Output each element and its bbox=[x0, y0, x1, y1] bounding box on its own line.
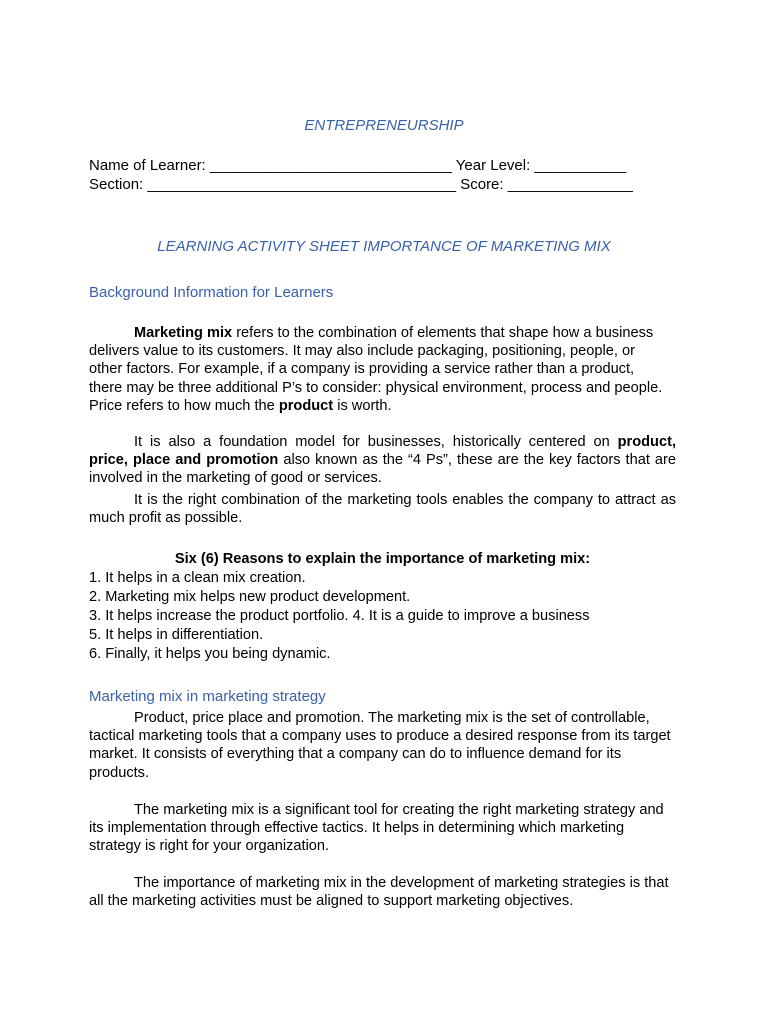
score-label: Score: bbox=[460, 176, 504, 193]
definition-text: refers to the combination of elements that shape how a business delivers value to its customers. It may also include packaging, positioning, people, or other factors. For example, if a company is providing a service rather than a product, there may be three additional P’s to consider: physical environment, process and people. Price refers to how much the bbox=[89, 325, 663, 414]
right-combination-paragraph: It is the right combination of the marketing tools enables the company to attract as much profit as possible. bbox=[89, 492, 676, 527]
name-label: Name of Learner: bbox=[89, 157, 206, 174]
learner-info-line bbox=[89, 157, 626, 175]
foundation-text: It is also a foundation model for businesses, historically centered on bbox=[134, 434, 618, 450]
section-blank: _____________________________________ bbox=[147, 176, 457, 193]
list-item: 3. It helps increase the product portfolio. 4. It is a guide to improve a business bbox=[89, 608, 590, 624]
list-item: 1. It helps in a clean mix creation. bbox=[89, 570, 306, 586]
marketing-mix-definition bbox=[89, 324, 671, 415]
foundation-text-end: also known as the “4 Ps”, these are the key factors that are involved in the marketing of good or services. bbox=[89, 452, 676, 487]
list-item: 2. Marketing mix helps new product development. bbox=[89, 589, 411, 605]
reasons-list bbox=[89, 569, 590, 664]
strategy-paragraph-1: Product, price place and promotion. The marketing mix is the set of controllable, tactical marketing tools that a company uses to produce a desired response from its target market. It consists of everything that a company can do to influence demand for its products. bbox=[89, 710, 671, 781]
activity-sheet-title: LEARNING ACTIVITY SHEET IMPORTANCE OF MARKETING MIX bbox=[157, 238, 611, 255]
list-item: 5. It helps in differentiation. bbox=[89, 627, 264, 643]
definition-text-end: is worth. bbox=[333, 397, 392, 414]
four-ps-term: product, price, place and promotion bbox=[89, 434, 676, 469]
page-title: ENTREPRENEURSHIP bbox=[304, 117, 464, 134]
product-term: product bbox=[278, 397, 334, 414]
name-blank: _____________________________ bbox=[209, 157, 452, 174]
foundation-model-paragraph bbox=[89, 433, 676, 488]
year-level-blank: ___________ bbox=[534, 157, 627, 174]
year-level-label: Year Level: bbox=[455, 157, 531, 174]
list-item: 6. Finally, it helps you being dynamic. bbox=[89, 646, 331, 662]
strategy-paragraph-2: The marketing mix is a significant tool for creating the right marketing strategy and its implementation through effective tactics. It helps in determining which marketing strategy is right for your organization. bbox=[89, 802, 664, 855]
reasons-heading: Six (6) Reasons to explain the importance of marketing mix: bbox=[174, 551, 591, 567]
score-blank: _______________ bbox=[507, 176, 633, 193]
marketing-mix-term: Marketing mix bbox=[134, 325, 233, 341]
section-label: Section: bbox=[89, 176, 144, 193]
background-heading: Background Information for Learners bbox=[89, 284, 334, 301]
section-info-line bbox=[89, 176, 633, 194]
strategy-paragraph-3: The importance of marketing mix in the development of marketing strategies is that all the marketing activities must be aligned to support marketing objectives. bbox=[89, 875, 669, 910]
strategy-heading: Marketing mix in marketing strategy bbox=[89, 688, 326, 705]
